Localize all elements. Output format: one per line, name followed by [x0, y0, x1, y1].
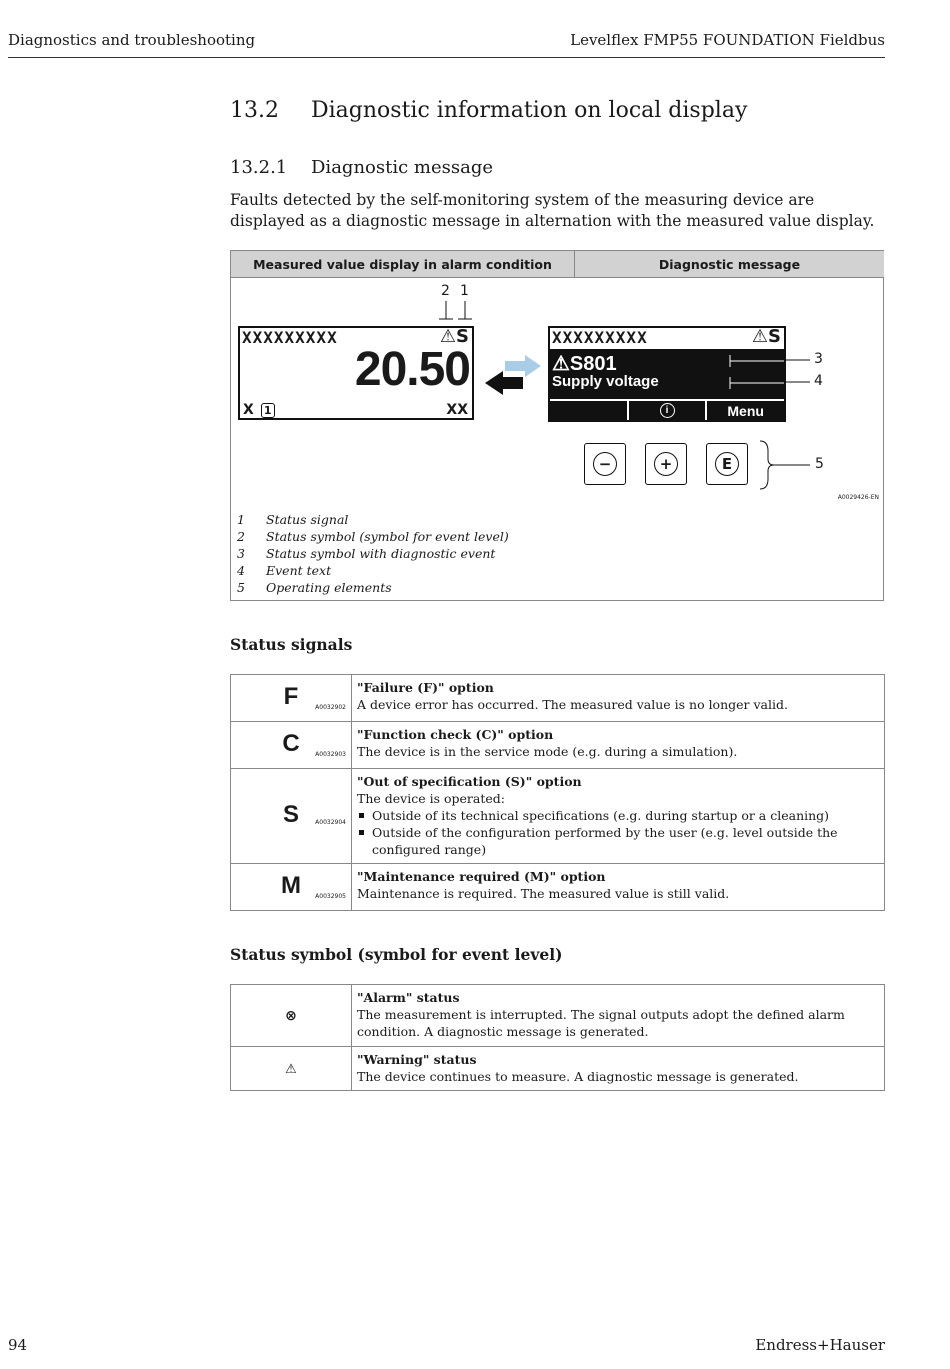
plus-icon: + [654, 452, 678, 476]
row-desc: A device error has occurred. The measured value is no longer valid. [357, 697, 788, 712]
warning-icon: ⚠ [439, 326, 457, 347]
table-row [231, 722, 885, 769]
failure-signal-icon: F [283, 683, 299, 710]
display1-bottom-left [243, 402, 275, 418]
section-number: 13.2 [230, 98, 279, 123]
figure-header-measured: Measured value display in alarm condition [231, 251, 575, 278]
callout-5: 5 [815, 456, 824, 472]
description-cell [352, 1047, 885, 1091]
description-cell [352, 675, 885, 722]
page-number: 94 [8, 1336, 28, 1354]
bullet-list [357, 807, 879, 858]
legend-item: 3 Status symbol with diagnostic event [237, 546, 496, 561]
display1-unit: XX [446, 402, 468, 418]
symbol-cell [231, 1047, 352, 1091]
symbol-cell [231, 985, 352, 1047]
row-desc: Maintenance is required. The measured value is still valid. [357, 886, 730, 901]
bullet-item: Outside of the configuration performed by the user (e.g. level outside the configured range) [357, 824, 879, 858]
table-row [231, 769, 885, 864]
function-check-signal-icon: C [282, 730, 300, 757]
callout-lines-3-4 [784, 351, 814, 387]
figure-header-diagnostic: Diagnostic message [575, 251, 884, 278]
symbol-cell [231, 722, 352, 769]
callout-3: 3 [814, 351, 823, 367]
symbol-code: A0032903 [315, 751, 346, 758]
softkey-left [550, 401, 627, 420]
section-title: Diagnostic information on local display [311, 98, 748, 123]
table-row [231, 675, 885, 722]
callout-lines-1-2 [431, 301, 481, 325]
minus-key[interactable] [584, 443, 626, 485]
header-rule [8, 57, 885, 58]
description-cell [352, 864, 885, 911]
row-desc: The device is operated: [357, 791, 505, 806]
legend-item: 1 Status signal [237, 512, 349, 527]
header-chapter: Diagnostics and troubleshooting [8, 31, 256, 49]
maintenance-signal-icon: M [281, 872, 301, 899]
description-cell [352, 722, 885, 769]
status-signals-heading: Status signals [230, 635, 353, 654]
symbol-code: A0032904 [315, 819, 346, 826]
callout-1: 1 [460, 283, 469, 299]
softkey-info [629, 401, 706, 420]
display1-tag: XXXXXXXXX [242, 328, 338, 347]
row-title: "Out of specification (S)" option [357, 774, 582, 789]
row-title: "Maintenance required (M)" option [357, 869, 606, 884]
description-cell [352, 769, 885, 864]
footer-brand: Endress+Hauser [755, 1336, 885, 1354]
status-symbol-heading: Status symbol (symbol for event level) [230, 945, 563, 964]
row-title: "Function check (C)" option [357, 727, 554, 742]
status-signals-table [230, 674, 885, 911]
row-title: "Alarm" status [357, 990, 460, 1005]
plus-key[interactable] [645, 443, 687, 485]
display2-tag: XXXXXXXXX [552, 328, 648, 347]
legend-item: 5 Operating elements [237, 580, 392, 595]
header-product: Levelflex FMP55 FOUNDATION Fieldbus [570, 31, 885, 49]
status-signal-letter: S [456, 326, 469, 347]
event-text: Supply voltage [552, 373, 659, 390]
minus-icon: − [593, 452, 617, 476]
alarm-icon: ⊗ [285, 1007, 297, 1024]
callout-2: 2 [441, 283, 450, 299]
display2-softkeys [550, 401, 784, 420]
display1-value: 20.50 [354, 343, 470, 396]
alternation-arrows-icon [481, 355, 547, 395]
symbol-code: A0032905 [315, 893, 346, 900]
softkey-menu: Menu [707, 401, 784, 420]
legend-item: 2 Status symbol (symbol for event level) [237, 529, 509, 544]
out-of-spec-signal-icon: S [282, 801, 299, 828]
symbol-cell [231, 675, 352, 722]
table-row [231, 1047, 885, 1091]
diagnostic-message-display [548, 326, 786, 422]
row-title: "Failure (F)" option [357, 680, 494, 695]
figure-legend [237, 511, 509, 596]
legend-item: 4 Event text [237, 563, 332, 578]
row-desc: The device is in the service mode (e.g. during a simulation). [357, 744, 738, 759]
row-desc: The device continues to measure. A diagnostic message is generated. [357, 1069, 799, 1084]
diagnostic-code: ⚠S801 [552, 353, 617, 375]
subsection-number: 13.2.1 [230, 157, 288, 178]
warning-icon: ⚠ [751, 326, 769, 347]
subsection-title: Diagnostic message [311, 157, 494, 178]
bullet-item: Outside of its technical specifications (e.g. during startup or a cleaning) [357, 807, 879, 824]
enter-icon: E [715, 452, 739, 476]
measured-value-display [238, 326, 474, 420]
diagnostic-figure [230, 250, 884, 601]
description-cell [352, 985, 885, 1047]
callout-brace-5 [758, 439, 814, 491]
drawing-code: A0029426-EN [837, 494, 879, 501]
callout-markers-3-4 [728, 355, 784, 391]
enter-key[interactable] [706, 443, 748, 485]
row-title: "Warning" status [357, 1052, 477, 1067]
channel-icon: 1 [261, 403, 275, 418]
table-row [231, 864, 885, 911]
diagnostic-event-area [550, 349, 784, 399]
intro-paragraph: Faults detected by the self-monitoring system of the measuring device are displayed as a diagnostic message in alternation with the measured value display. [230, 191, 875, 230]
status-symbols-table [230, 984, 885, 1091]
callout-4: 4 [814, 373, 823, 389]
status-signal-letter: S [768, 326, 781, 347]
display1-x: X [243, 402, 254, 418]
symbol-cell [231, 769, 352, 864]
row-desc: The measurement is interrupted. The signal outputs adopt the defined alarm condition. A diagnostic message is generated. [357, 1007, 845, 1039]
table-row [231, 985, 885, 1047]
info-icon: i [660, 403, 675, 418]
warning-icon: ⚠ [285, 1061, 297, 1077]
symbol-cell [231, 864, 352, 911]
display2-status [752, 326, 781, 347]
symbol-code: A0032902 [315, 704, 346, 711]
